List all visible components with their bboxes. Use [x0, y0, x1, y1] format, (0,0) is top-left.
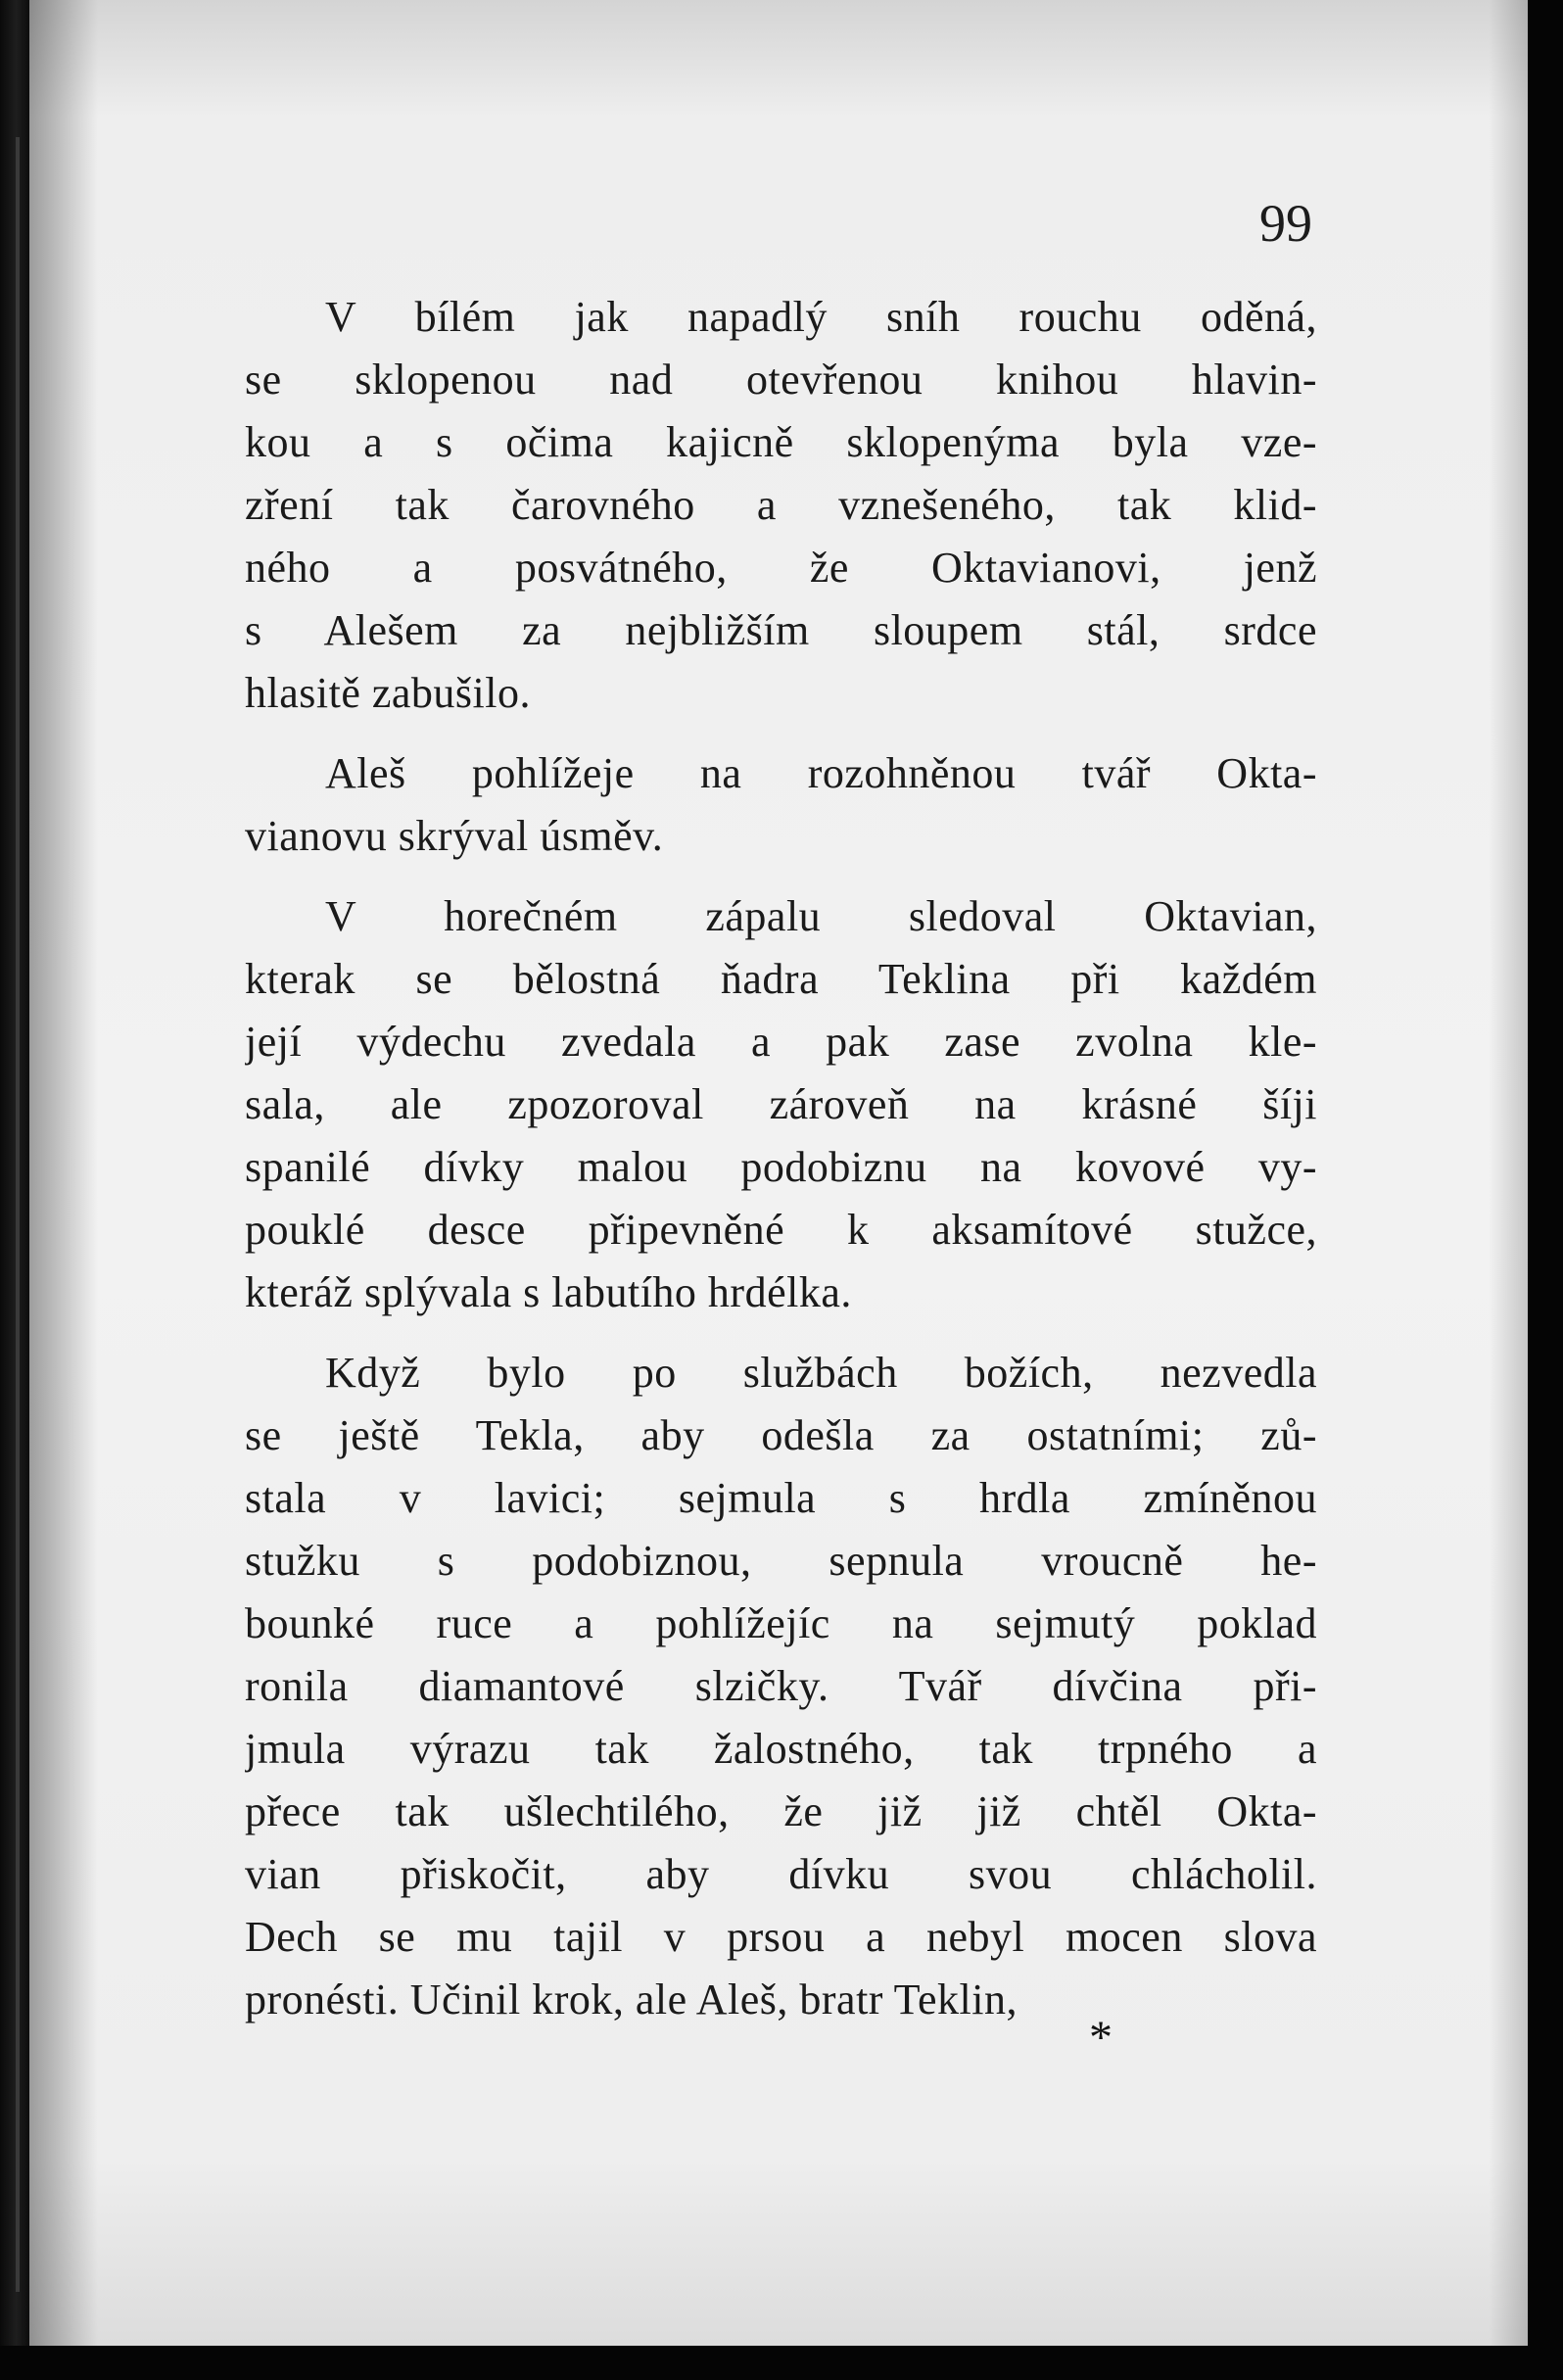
text-line: kteráž splývala s labutího hrdélka. [245, 1268, 852, 1316]
text-line: zření tak čarovného a vznešeného, tak klid- [245, 481, 1317, 529]
footnote-mark: * [1089, 2012, 1113, 2064]
binding-edge [0, 0, 29, 2380]
text-line: pouklé desce připevněné k aksamítové stužce, [245, 1206, 1317, 1254]
text-line: V bílém jak napadlý sníh rouchu oděná, [325, 293, 1317, 341]
text-line: kou a s očima kajicně sklopenýma byla vze- [245, 418, 1317, 466]
text-line: se ještě Tekla, aby odešla za ostatními; zů- [245, 1411, 1317, 1459]
text-line: hlasitě zabušilo. [245, 669, 531, 717]
text-line: jmula výrazu tak žalostného, tak trpného a [245, 1725, 1317, 1773]
text-line: ného a posvátného, že Oktavianovi, jenž [245, 544, 1317, 592]
paragraph-4 [245, 1342, 1317, 2031]
text-line: pronésti. Učinil krok, ale Aleš, bratr Teklin, [245, 1975, 1018, 2023]
text-line: Když bylo po službách božích, nezvedla [325, 1349, 1317, 1397]
text-line: se sklopenou nad otevřenou knihou hlavin- [245, 356, 1317, 404]
text-line: s Alešem za nejbližším sloupem stál, srdce [245, 606, 1317, 654]
paragraph-1 [245, 286, 1317, 725]
text-line: stužku s podobiznou, sepnula vroucně he- [245, 1537, 1317, 1585]
text-line: ronila diamantové slzičky. Tvář dívčina při- [245, 1662, 1317, 1710]
text-line: spanilé dívky malou podobiznu na kovové vy- [245, 1143, 1317, 1191]
text-line: sala, ale zpozoroval zároveň na krásné šíji [245, 1080, 1317, 1128]
paragraph-gap [245, 725, 1317, 742]
body-text [245, 286, 1317, 2031]
text-line: vianovu skrýval úsměv. [245, 812, 664, 860]
binding-line [16, 137, 20, 2292]
text-line: její výdechu zvedala a pak zase zvolna kle- [245, 1018, 1317, 1066]
text-line: kterak se bělostná ňadra Teklina při každém [245, 955, 1317, 1003]
text-line: Dech se mu tajil v prsou a nebyl mocen slova [245, 1913, 1317, 1961]
text-line: bounké ruce a pohlížejíc na sejmutý poklad [245, 1599, 1317, 1647]
text-line: stala v lavici; sejmula s hrdla zmíněnou [245, 1474, 1317, 1522]
text-line: přece tak ušlechtilého, že již již chtěl Okta- [245, 1787, 1317, 1835]
text-line: V horečném zápalu sledoval Oktavian, [325, 892, 1317, 940]
paragraph-gap [245, 1324, 1317, 1342]
paragraph-2 [245, 742, 1317, 868]
page-number: 99 [1259, 194, 1312, 253]
paragraph-3 [245, 885, 1317, 1324]
text-line: Aleš pohlížeje na rozohněnou tvář Okta- [325, 749, 1317, 797]
text-line: vian přiskočit, aby dívku svou chlácholil. [245, 1850, 1317, 1898]
paragraph-gap [245, 868, 1317, 885]
scan-border-bottom [0, 2346, 1563, 2380]
scan-border-right [1528, 0, 1563, 2380]
